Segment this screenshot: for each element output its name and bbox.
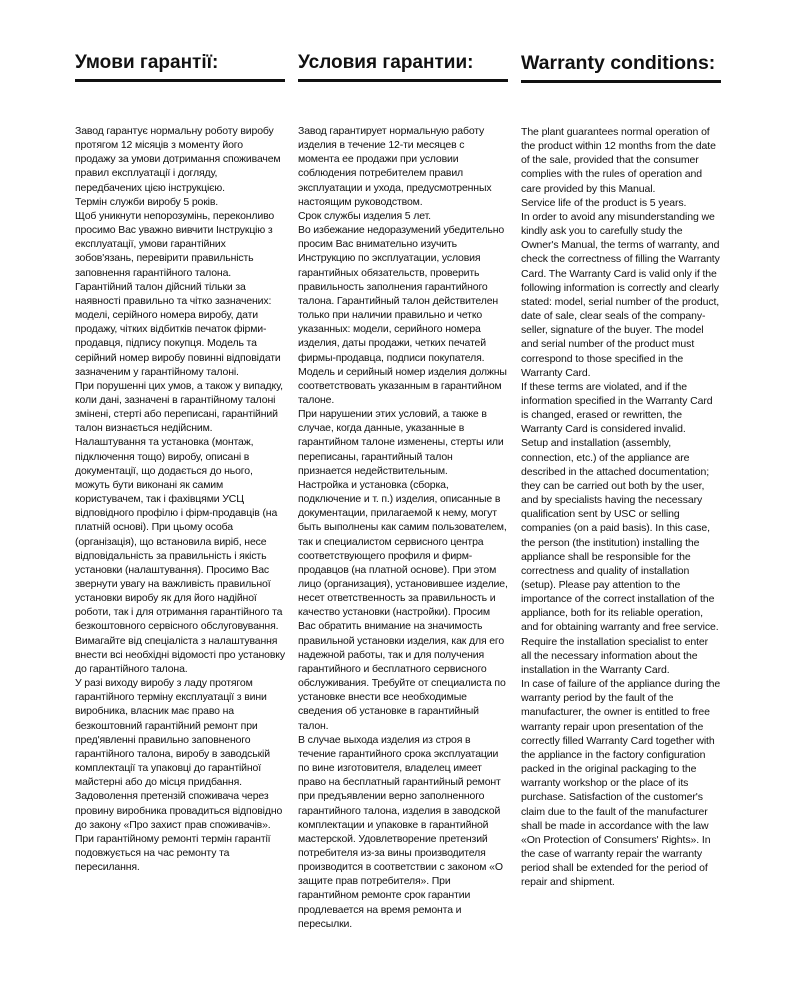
warranty-column-russian <box>298 52 508 931</box>
paragraph: У разі виходу виробу з ладу протягом гарантійного терміну експлуатації з вини виробника, власник має право на безкоштовний гарантійний ремонт при пред'явленні правильно заповненого гарантійного талона, виробу в заводській комплектації та упаковці до гарантійної майстерні або до місця придбання. Задоволення претензій споживача через провину виробника провадиться відповідно до закону «Про захист прав споживачів». При гарантійному ремонті термін гарантії подовжується на час ремонту та пересилання. <box>75 677 283 874</box>
column-body-english <box>521 83 721 889</box>
column-body-russian <box>298 82 508 931</box>
paragraph: In case of failure of the appliance during the warranty period by the fault of the manufacturer, the owner is entitled to free warranty repair upon presentation of the correctly filled Warranty Card together with the appliance in the factory configuration packed in the original packaging to the warranty workshop or the place of its purchase. Satisfaction of the customer's claim due to the fault of the manufacturer shall be made in accordance with the law «On Protection of Consumers' Rights». In the case of warranty repair the warranty period shall be extended for the period of repair and shipment. <box>521 678 721 889</box>
paragraph: Налаштування та установка (монтаж, підключення тощо) виробу, описані в документації, що додається до нього, можуть бути виконані як самим користувачем, так і фахівцями УСЦ відповідного профілю і фірм-продавців (на платній основі). При цьому особа (організація), що встановила виріб, несе відповідальність за правильність і якість установки (налаштування). Просимо Вас звернути увагу на важливість правильної установки виробу як для його надійної роботи, так і для отримання гарантійного та безкоштовного сервісного обслуговування. Вимагайте від спеціаліста з налаштування внести всі необхідні відомості про установку до гарантійного талона. <box>75 436 285 675</box>
paragraph: Во избежание недоразумений убедительно просим Вас внимательно изучить Инструкцию по эксплуатации, условия гарантийных обязательств, проверить правильность заполнения гарантийного талона. Гарантийный талон действителен только при наличии правильно и четко указанных: модели, серийного номера изделия, даты продажи, четких печатей фирмы-продавца, подписи покупателя. Модель и серийный номер изделия должны соответствовать указанным в гарантийном талоне. <box>298 224 507 406</box>
paragraph: Настройка и установка (сборка, подключение и т. п.) изделия, описанные в документации, прилагаемой к нему, могут быть выполнены как самим пользователем, так и специалистом сервисного центра соответствующего профиля и фирм-продавцов (на платной основе). При этом лицо (организация), установившее изделие, несет ответственность за правильность и качество установки (настройки). Просим Вас обратить внимание на значимость правильной установки изделия, как для его надежной работы, так и для получения гарантийного и бесплатного сервисного обслуживания. Требуйте от специалиста по установке внести все необходимые сведения об установке в гарантийный талон. <box>298 478 508 732</box>
paragraph: Завод гарантує нормальну роботу виробу протягом 12 місяців з моменту його продажу за умови дотримання споживачем правил експлуатації і догляду, передбачених цією інструкцією. <box>75 125 281 194</box>
paragraph: Завод гарантирует нормальную работу изделия в течение 12-ти месяцев с момента ее продажи при условии соблюдения потребителем правил эксплуатации и ухода, предусмотренных настоящим руководством. <box>298 125 492 208</box>
paragraph: Щоб уникнути непорозумінь, переконливо просимо Вас уважно вивчити Інструкцію з експлуатації, умови гарантійних зобов'язань, перевірити правильність заповнення гарантійного талона. Гарантійний талон дійсний тільки за наявності правильно та чітко зазначених: моделі, серійного номера виробу, дати продажу, чітких відбитків печаток фірми-продавця, підпису покупця. Модель та серійний номер виробу повинні відповідати зазначеним у гарантійному талоні. <box>75 209 281 378</box>
paragraph: В случае выхода изделия из строя в течение гарантийного срока эксплуатации по вине изготовителя, владелец имеет право на бесплатный гарантийный ремонт при предъявлении верно заполненного гарантийного талона, изделия в заводской комплектации и упаковке в гарантийной мастерской. Удовлетворение претензий потребителя из-за вины производителя производится в соответствии с законом «О защите прав потребителя». При гарантийном ремонте срок гарантии продлевается на время ремонта и пересылки. <box>298 733 503 930</box>
warranty-column-ukrainian <box>75 52 285 874</box>
paragraph: При нарушении этих условий, а также в случае, когда данные, указанные в гарантийном талоне изменены, стерты или переписаны, гарантийный талон признается недействительным. <box>298 408 504 477</box>
paragraph: In order to avoid any misunderstanding we kindly ask you to carefully study the Owner's Manual, the terms of warranty, and check the correctness of filling the Warranty Card. The Warranty Card is valid only if the following information is correctly and clearly stated: model, serial number of the product, date of sale, clear seals of the company-seller, signature of the buyer. The model and serial number of the product must correspond to those specified in the Warranty Card. <box>521 210 720 379</box>
warranty-column-english <box>521 52 721 889</box>
paragraph: The plant guarantees normal operation of the product within 12 months from the date of the sale, provided that the consumer complies with the rules of operation and care provided by this Manual. <box>521 126 716 195</box>
column-title-ukrainian: Умови гарантії: <box>75 52 285 82</box>
paragraph: Service life of the product is 5 years. <box>521 196 687 209</box>
paragraph: Термін служби виробу 5 років. <box>75 195 219 208</box>
paragraph: При порушенні цих умов, а також у випадку, коли дані, зазначені в гарантійному талоні змінені, стерті або переписані, гарантійний талон визнається недійсним. <box>75 379 283 435</box>
column-title-english: Warranty conditions: <box>521 52 721 83</box>
column-body-ukrainian <box>75 82 285 874</box>
column-title-russian: Условия гарантии: <box>298 52 508 82</box>
paragraph: Setup and installation (assembly, connection, etc.) of the appliance are described in the attached documentation; they can be carried out both by the user, and by specialists having the necessary qualification sent by USC or selling companies (on a paid basis). In this case, the person (the institution) installing the appliance shall be responsible for the correctness and quality of installation (setup). Please pay attention to the importance of the correct installation of the appliance, both for its reliable operation, and for obtaining warranty and free service. Require the installation specialist to enter all the necessary information about the installation in the Warranty Card. <box>521 437 719 676</box>
paragraph: If these terms are violated, and if the information specified in the Warranty Card is changed, erased or rewritten, the Warranty Card is considered invalid. <box>521 380 713 436</box>
paragraph: Срок службы изделия 5 лет. <box>298 209 431 222</box>
